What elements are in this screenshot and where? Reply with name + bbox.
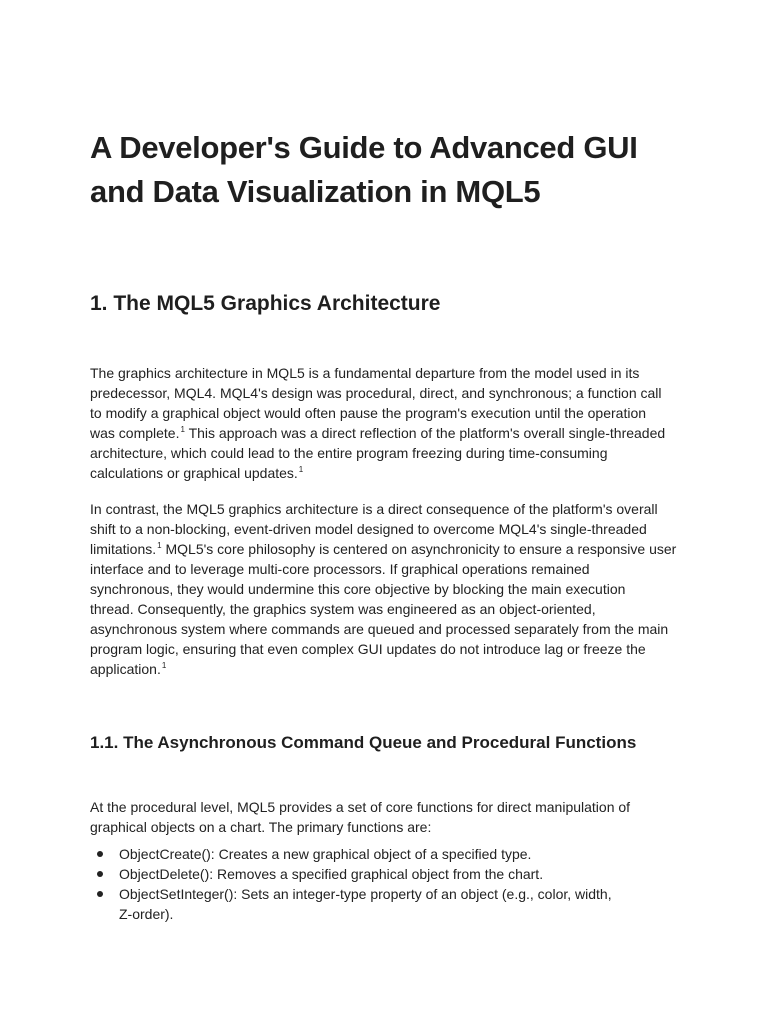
function-list [90, 844, 690, 924]
footnote-ref[interactable]: 1 [298, 465, 304, 474]
list-item: ObjectDelete(): Removes a specified graphical object from the chart. [90, 864, 690, 884]
paragraph-line: graphical objects on a chart. The primary functions are: [90, 819, 432, 835]
paragraph-line: At the procedural level, MQL5 provides a set of core functions for direct manipulation of [90, 799, 631, 815]
footnote-ref[interactable]: 1 [161, 661, 167, 670]
footnote-ref[interactable]: 1 [180, 425, 185, 434]
title-line: and Data Visualization in MQL5 [90, 174, 541, 209]
paragraph-line: calculations or graphical updates.$^1$ [90, 465, 304, 481]
paragraph [90, 499, 690, 679]
paragraph [90, 363, 690, 483]
paragraph-line: to modify a graphical object would often pause the program's execution until the operation [90, 405, 647, 421]
paragraph-line: program logic, ensuring that even complex GUI updates do not introduce lag or freeze the [90, 641, 646, 657]
paragraph-line: synchronous, they would undermine this core objective by blocking the main execution [90, 581, 626, 597]
footnote-ref[interactable]: 1 [157, 541, 162, 550]
paragraph-line: architecture, which could lead to the entire program freezing during time-consuming [90, 445, 608, 461]
section-heading: 1. The MQL5 Graphics Architecture [90, 292, 441, 315]
paragraph-line: was complete.$^1$ This approach was a direct reflection of the platform's overall single-threaded [90, 425, 666, 441]
paragraph [90, 797, 690, 837]
paragraph-line: asynchronous system where commands are queued and processed separately from the main [90, 621, 669, 637]
document-title [90, 126, 690, 214]
bullet-icon [97, 891, 103, 897]
paragraph-line: In contrast, the MQL5 graphics architecture is a direct consequence of the platform's overall [90, 501, 658, 517]
subsection-heading: 1.1. The Asynchronous Command Queue and Procedural Functions [90, 733, 637, 752]
title-line: A Developer's Guide to Advanced GUI [90, 130, 638, 165]
paragraph-line: The graphics architecture in MQL5 is a fundamental departure from the model used in its [90, 365, 640, 381]
paragraph-line: thread. Consequently, the graphics system was engineered as an object-oriented, [90, 601, 596, 617]
paragraph-line: application.$^1$ [90, 661, 167, 677]
list-item: ObjectCreate(): Creates a new graphical object of a specified type. [90, 844, 690, 864]
paragraph-line: limitations.$^1$ MQL5's core philosophy is centered on asynchronicity to ensure a responsive user [90, 541, 677, 557]
bullet-icon [97, 851, 103, 857]
bullet-icon [97, 871, 103, 877]
paragraph-line: predecessor, MQL4. MQL4's design was procedural, direct, and synchronous; a function call [90, 385, 662, 401]
list-item: ObjectSetInteger(): Sets an integer-type property of an object (e.g., color, width, Z-order). [90, 884, 690, 924]
paragraph-line: shift to a non-blocking, event-driven model designed to overcome MQL4's single-threaded [90, 521, 647, 537]
paragraph-line: interface and to leverage multi-core processors. If graphical operations remained [90, 561, 590, 577]
